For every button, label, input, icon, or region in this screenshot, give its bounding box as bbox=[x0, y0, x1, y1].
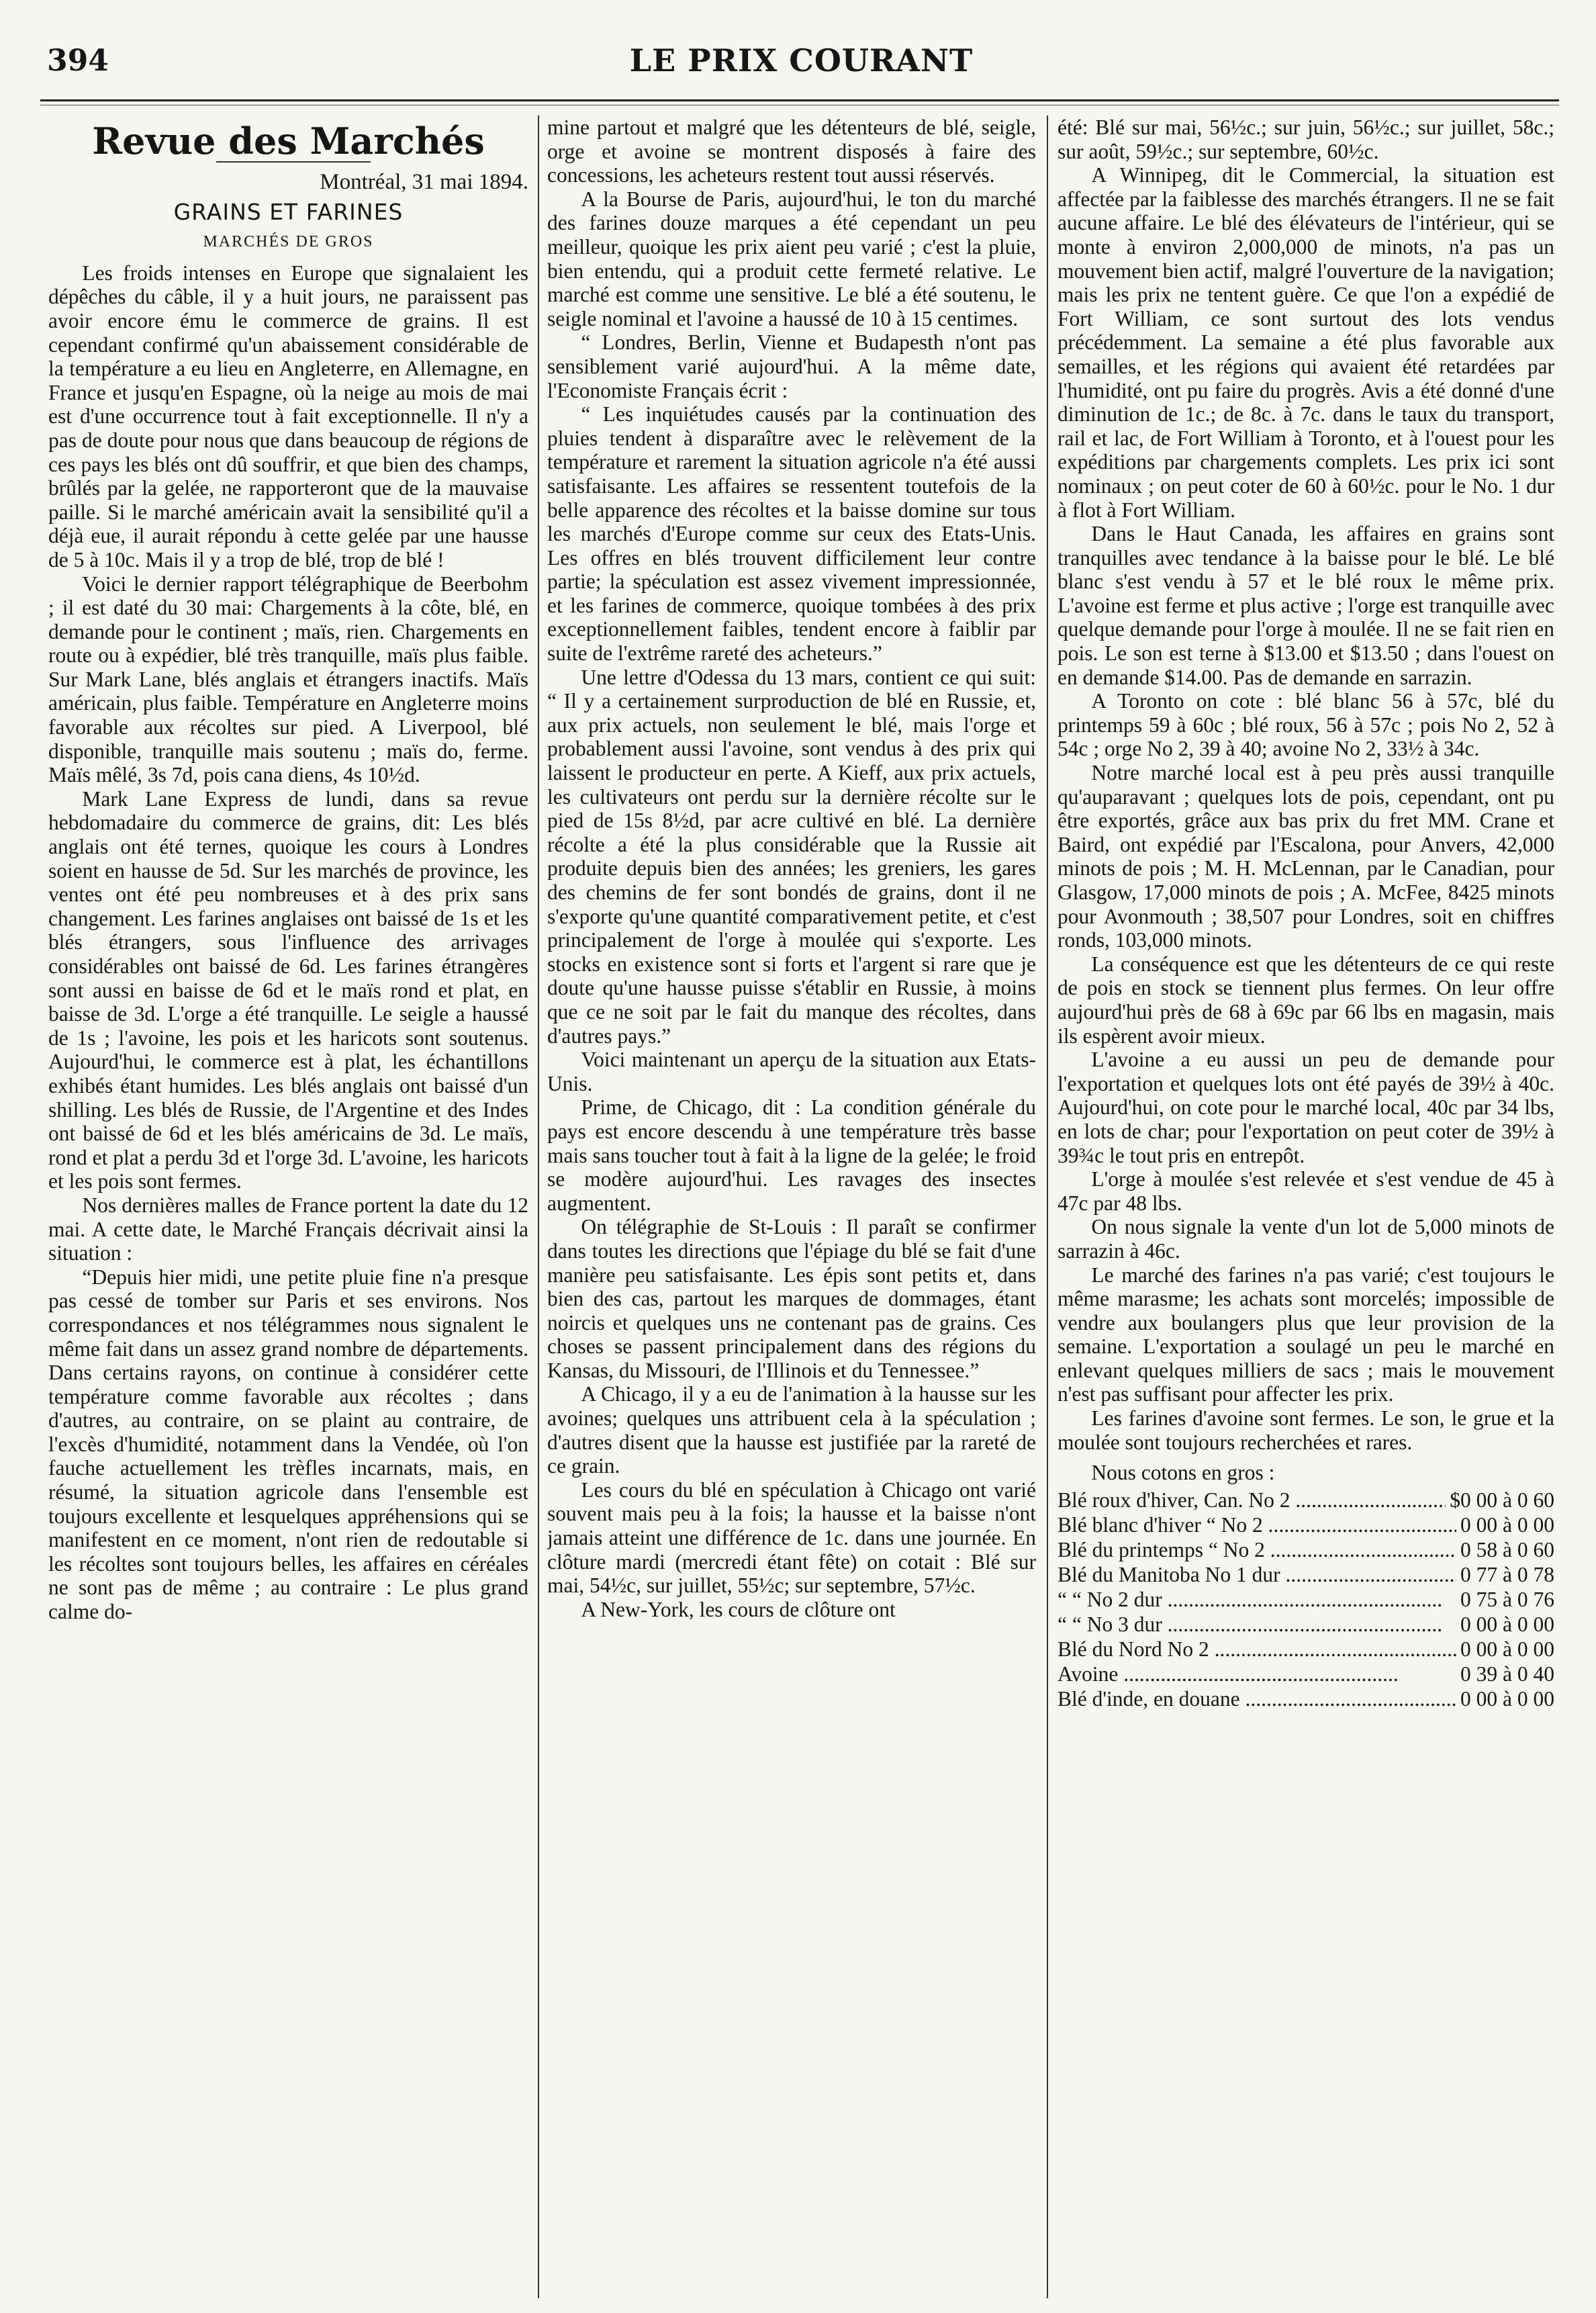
paragraph: A la Bourse de Paris, aujourd'hui, le ton du marché des farines douze marques a été cependant un peu meilleur, quoique les prix aient peu varié ; c'est la pluie, bien entendu, qui a produit cette fermeté relative. Le marché est comme une sensitive. Le blé a été soutenu, le seigle nominal et l'avoine a haussé de 10 à 15 centimes. bbox=[547, 187, 1036, 330]
paragraph: Une lettre d'Odessa du 13 mars, contient ce qui suit: “ Il y a certainement surproduction de blé en Russie, et, aux prix actuels, non seulement le blé, mais l'orge et probablement aussi l'avoine, sont vendus à des prix qui laissent le producteur en perte. A Kieff, aux prix actuels, les cultivateurs ont perdu sur la dernière récolte sur le pied de 15s 8½d, par acre cultivé en blé. La dernière récolte a été la plus considérable que la Russie ait produite depuis bien des années; les greniers, les gares des chemins de fer sont bondés de grains, dont il ne s'exporte qu'une quantité comparativement petite, et c'est principalement de l'orge à moulée qui s'exporte. Les stocks en existence sont si forts et l'argent si rare que je doute qu'une hausse puisse s'établir en Russie, à moins que ce ne soit par le fait du manque des récoltes, dans d'autres pays.” bbox=[547, 665, 1036, 1048]
price-label: Blé d'inde, en douane ..... bbox=[1058, 1686, 1456, 1711]
price-row bbox=[1058, 1686, 1554, 1711]
price-row bbox=[1058, 1512, 1554, 1537]
page-number: 394 bbox=[47, 44, 109, 78]
paragraph: Dans le Haut Canada, les affaires en grains sont tranquilles avec tendance à la baisse pour le blé. Le blé blanc s'est vendu à 57 et le blé roux le même prix. L'avoine est ferme et plus active ; l'orge est tranquille avec quelque demande pour l'orge à moulée. Il ne se fait rien en pois. Le son est terne à $13.00 et $13.50 ; dans l'ouest on en demande $14.00. Pas de demande en sarrazin. bbox=[1058, 522, 1554, 689]
price-label: Blé du Nord No 2 ..... bbox=[1058, 1637, 1456, 1662]
paragraph: “ Les inquiétudes causés par la continuation des pluies tendent à disparaître avec le relèvement de la température et rarement la situation agricole n'a été aussi satisfaisante. Les affaires se ressentent toutefois de la belle apparence des récoltes et la baisse domine sur tous les marchés d'Europe comme sur ceux des Etats-Unis. Les offres en blés trouvent difficilement leur contre partie; la spéculation est assez vivement impressionnée, et les farines de commerce, quoique tombées à des prix exceptionnellement faibles, tendent encore à faiblir par suite de l'extrême rareté des acheteurs.” bbox=[547, 402, 1036, 666]
price-value: 0 39 à 0 40 bbox=[1460, 1662, 1554, 1686]
price-label: Avoine ..... bbox=[1058, 1662, 1456, 1686]
column-1 bbox=[48, 116, 528, 2292]
paragraph: Notre marché local est à peu près aussi tranquille qu'auparavant ; quelques lots de pois, cependant, ont pu être exportés, grâce aux bas prix du fret MM. Crane et Baird, ont expédié par l'Escalona, pour Anvers, 42,000 minots de pois ; M. H. McLennan, par le Canadian, pour Glasgow, 17,000 minots de pois ; A. McFee, 8425 minots pour Avonmouth ; 38,507 pour Londres, soit en chiffres ronds, 103,000 minots. bbox=[1058, 761, 1554, 952]
price-label: Blé du printemps “ No 2 ..... bbox=[1058, 1537, 1456, 1562]
paragraph: Mark Lane Express de lundi, dans sa revue hebdomadaire du commerce de grains, dit: Les blés anglais ont été ternes, quoique les cours à Londres soient en hausse de 5d. Sur les marchés de province, les ventes ont été peu nombreuses et à des prix sans changement. Les farines anglaises ont baissé de 1s et les blés étrangers, sous l'influence des arrivages considérables ont baissé de 6d. Les farines étrangères sont aussi en baisse de 6d et le maïs rond et plat, en baisse de 3d. L'orge a été tranquille. Le seigle a haussé de 1s ; l'avoine, les pois et les haricots sont soutenus. Aujourd'hui, le commerce est à plat, les échantillons exhibés étant humides. Les blés anglais ont baissé d'un shilling. Les blés de Russie, de l'Argentine et des Indes ont baissé de 6d et les blés américains de 3d. Le maïs, rond et plat a perdu 3d et l'orge 3d. L'avoine, les haricots et les pois sont fermes. bbox=[48, 786, 528, 1193]
paragraph: A New-York, les cours de clôture ont bbox=[581, 1597, 896, 1621]
paragraph: Nos dernières malles de France portent la date du 12 mai. A cette date, le Marché Français décrivait ainsi la situation : bbox=[48, 1193, 528, 1265]
price-heading: Nous cotons en gros : bbox=[1091, 1461, 1275, 1485]
column-divider-1 bbox=[538, 116, 539, 2298]
paragraph: La conséquence est que les détenteurs de ce qui reste de pois en stock se tiennent plus fermes. On leur offre aujourd'hui près de 68 à 69c par 66 lbs en magasin, mais ils espèrent avoir mieux. bbox=[1058, 952, 1554, 1048]
price-list bbox=[1058, 1461, 1554, 1711]
subhead-marches: MARCHÉS DE GROS bbox=[203, 233, 374, 251]
price-value: 0 58 à 0 60 bbox=[1460, 1537, 1554, 1561]
dateline: Montréal, 31 mai 1894. bbox=[48, 171, 528, 195]
column-divider-2 bbox=[1047, 116, 1048, 2298]
paragraph: Le marché des farines n'a pas varié; c'est toujours le même marasme; les achats sont morcelés; impossible de vendre aux boulangers plus que leur provision de la semaine. L'exportation a soulagé un peu le marché en enlevant quelques milliers de sacs ; mais le mouvement n'est pas suffisant pour affecter les prix. bbox=[1058, 1263, 1554, 1406]
price-value: 0 00 à 0 00 bbox=[1460, 1686, 1554, 1711]
price-value: 0 75 à 0 76 bbox=[1460, 1587, 1554, 1611]
paragraph: “ Londres, Berlin, Vienne et Budapesth n'ont pas sensiblement varié aujourd'hui. A la même date, l'Economiste Français écrit : bbox=[547, 330, 1036, 402]
price-label: Blé blanc d'hiver “ No 2 ..... bbox=[1058, 1512, 1456, 1537]
price-label: “ “ No 3 dur ..... bbox=[1058, 1612, 1456, 1637]
paragraph: Voici le dernier rapport télégraphique de Beerbohm ; il est daté du 30 mai: Chargements à la côte, blé, en demande pour le continent ; maïs, rien. Chargements en route ou à expédier, blé très tranquille, maïs plus faible. Sur Mark Lane, blés anglais et étrangers inactifs. Maïs américain, plus faible. Température en Angleterre moins favorable aux récoltes sur pied. A Liverpool, blé disponible, tranquille mais soutenu ; maïs do, ferme. Maïs mêlé, 3s 7d, pois cana diens, 4s 10½d. bbox=[48, 572, 528, 787]
section-title: Revue des Marchés bbox=[92, 120, 485, 163]
paragraph: On télégraphie de St-Louis : Il paraît se confirmer dans toutes les directions que l'épiage du blé se fait d'une manière peu satisfaisante. Les épis sont petits et, dans bien des cas, partout les marques de dommages, étant noircis et quelques uns ne contenant pas de grains. Ces choses se passent principalement dans des régions du Kansas, du Missouri, de l'Illinois et du Tennessee.” bbox=[547, 1215, 1036, 1382]
column-3 bbox=[1058, 116, 1554, 2292]
column-2 bbox=[547, 116, 1036, 2292]
price-value: 0 00 à 0 00 bbox=[1460, 1612, 1554, 1636]
paragraph: mine partout et malgré que les détenteurs de blé, seigle, orge et avoine se montrent disposés à faire des concessions, les acheteurs restent tout aussi réservés. bbox=[547, 116, 1036, 187]
paragraph: A Chicago, il y a eu de l'animation à la hausse sur les avoines; quelques uns attribuent cela à la spéculation ; d'autres disent que la hausse est justifiée par la rareté de ce grain. bbox=[547, 1382, 1036, 1478]
price-row bbox=[1058, 1612, 1554, 1637]
price-row bbox=[1058, 1662, 1554, 1686]
price-value: 0 77 à 0 78 bbox=[1460, 1562, 1554, 1586]
paragraph: Voici maintenant un aperçu de la situation aux Etats-Unis. bbox=[547, 1048, 1036, 1095]
paragraph: A Winnipeg, dit le Commercial, la situation est affectée par la faiblesse des marchés étrangers. Il ne se fait aucune affaire. Le blé des élévateurs de l'intérieur, qui se monte à environ 2,000,000 de minots, n'a pas un mouvement bien actif, malgré l'ouverture de la navigation; mais les prix ne tentent guère. Ce que l'on a expédié de Fort William, ce sont surtout des lots vendus précédemment. La semaine a été plus favorable aux semailles, et les régions qui avaient été retardées par l'humidité, ont pu faire du progrès. Avis a été donné d'une diminution de 1c.; de 8c. à 7c. dans le taux du transport, rail et lac, de Fort William à Toronto, et à l'ouest pour les expéditions par chargements complets. Les prix ici sont nominaux ; on peut coter de 60 à 60½c. pour le No. 1 dur à flot à Fort William. bbox=[1058, 163, 1554, 522]
price-row bbox=[1058, 1537, 1554, 1562]
paragraph: L'orge à moulée s'est relevée et s'est vendue de 45 à 47c par 48 lbs. bbox=[1058, 1167, 1554, 1215]
price-value: $0 00 à 0 60 bbox=[1450, 1488, 1554, 1512]
price-value: 0 00 à 0 00 bbox=[1460, 1637, 1554, 1661]
price-row bbox=[1058, 1488, 1554, 1512]
paragraph: “Depuis hier midi, une petite pluie fine n'a presque pas cessé de tomber sur Paris et ses environs. Nos correspondances et nos télégrammes nous signalent le même fait dans un assez grand nombre de départements. Dans certains rayons, on continue à considérer cette température comme favorable aux récoltes ; dans d'autres, au contraire, on se plaint au contraire, de l'excès d'humidité, notamment dans la Vendée, où l'on fauche actuellement les trèfles incarnats, mais, en résumé, la situation agricole dans l'ensemble est toujours excellente et lesquelques appréhensions qui se manifestent en ce moment, n'ont rien de redoutable si les récoltes sont toujours belles, les affaires en céréales ne sont pas de même ; au contraire : Le plus grand calme do- bbox=[48, 1265, 528, 1624]
price-row bbox=[1058, 1587, 1554, 1612]
paragraph: Prime, de Chicago, dit : La condition générale du pays est encore descendu à une température très basse mais sans toucher tout à fait à la ligne de la gelée; le froid se modère aujourd'hui. Les ravages des insectes augmentent. bbox=[547, 1095, 1036, 1215]
price-row bbox=[1058, 1637, 1554, 1662]
paragraph: On nous signale la vente d'un lot de 5,000 minots de sarrazin à 46c. bbox=[1058, 1215, 1554, 1263]
price-label: “ “ No 2 dur ..... bbox=[1058, 1587, 1456, 1612]
page-header bbox=[47, 37, 1556, 91]
price-row bbox=[1058, 1562, 1554, 1587]
price-label: Blé du Manitoba No 1 dur ..... bbox=[1058, 1562, 1456, 1587]
subhead-grains: GRAINS ET FARINES bbox=[173, 198, 404, 225]
header-rule bbox=[40, 99, 1559, 101]
journal-title: LE PRIX COURANT bbox=[629, 42, 974, 79]
paragraph: L'avoine a eu aussi un peu de demande pour l'exportation et quelques lots ont été payés de 39½ à 40c. Aujourd'hui, on cote pour le marché local, 40c par 34 lbs, en lots de char; pour l'exportation on peut coter de 39½ à 39¾c le tout pris en entrepôt. bbox=[1058, 1048, 1554, 1167]
paragraph: été: Blé sur mai, 56½c.; sur juin, 56½c.; sur juillet, 58c.; sur août, 59½c.; sur septembre, 60½c. bbox=[1058, 116, 1554, 163]
price-value: 0 00 à 0 00 bbox=[1460, 1512, 1554, 1537]
paragraph: Les cours du blé en spéculation à Chicago ont varié souvent mais peu à la fois; la hausse et la baisse n'ont jamais atteint une différence de 1c. dans une journée. En clôture mardi (mercredi étant fête) on cotait : Blé sur mai, 54½c, sur juillet, 55½c; sur septembre, 57½c. bbox=[547, 1478, 1036, 1598]
price-label: Blé roux d'hiver, Can. No 2 ..... bbox=[1058, 1488, 1446, 1512]
paragraph: Les farines d'avoine sont fermes. Le son, le grue et la moulée sont toujours recherchées et rares. bbox=[1058, 1406, 1554, 1454]
paragraph: Les froids intenses en Europe que signalaient les dépêches du câble, il y a huit jours, ne paraissent pas avoir encore ému le commerce de grains. Il est cependant confirmé qu'un abaissement considérable de la température a eu lieu en Angleterre, en Allemagne, en France et jusqu'en Espagne, où la neige au mois de mai est d'une occurrence tout à fait exceptionnelle. Il n'y a pas de doute pour nous que dans beaucoup de régions de ces pays les blés ont dû souffrir, et que bien des champs, brûlés par la gelée, ne rapporteront que de la mauvaise paille. Si le marché américain avait la sensibilité qu'il a déjà eue, il aurait répondu à cette gelée par une hausse de 5 à 10c. Mais il y a trop de blé, trop de blé ! bbox=[48, 261, 528, 572]
paragraph: A Toronto on cote : blé blanc 56 à 57c, blé du printemps 59 à 60c ; blé roux, 56 à 57c ; pois No 2, 52 à 54c ; orge No 2, 39 à 40; avoine No 2, 33½ à 34c. bbox=[1058, 689, 1554, 761]
